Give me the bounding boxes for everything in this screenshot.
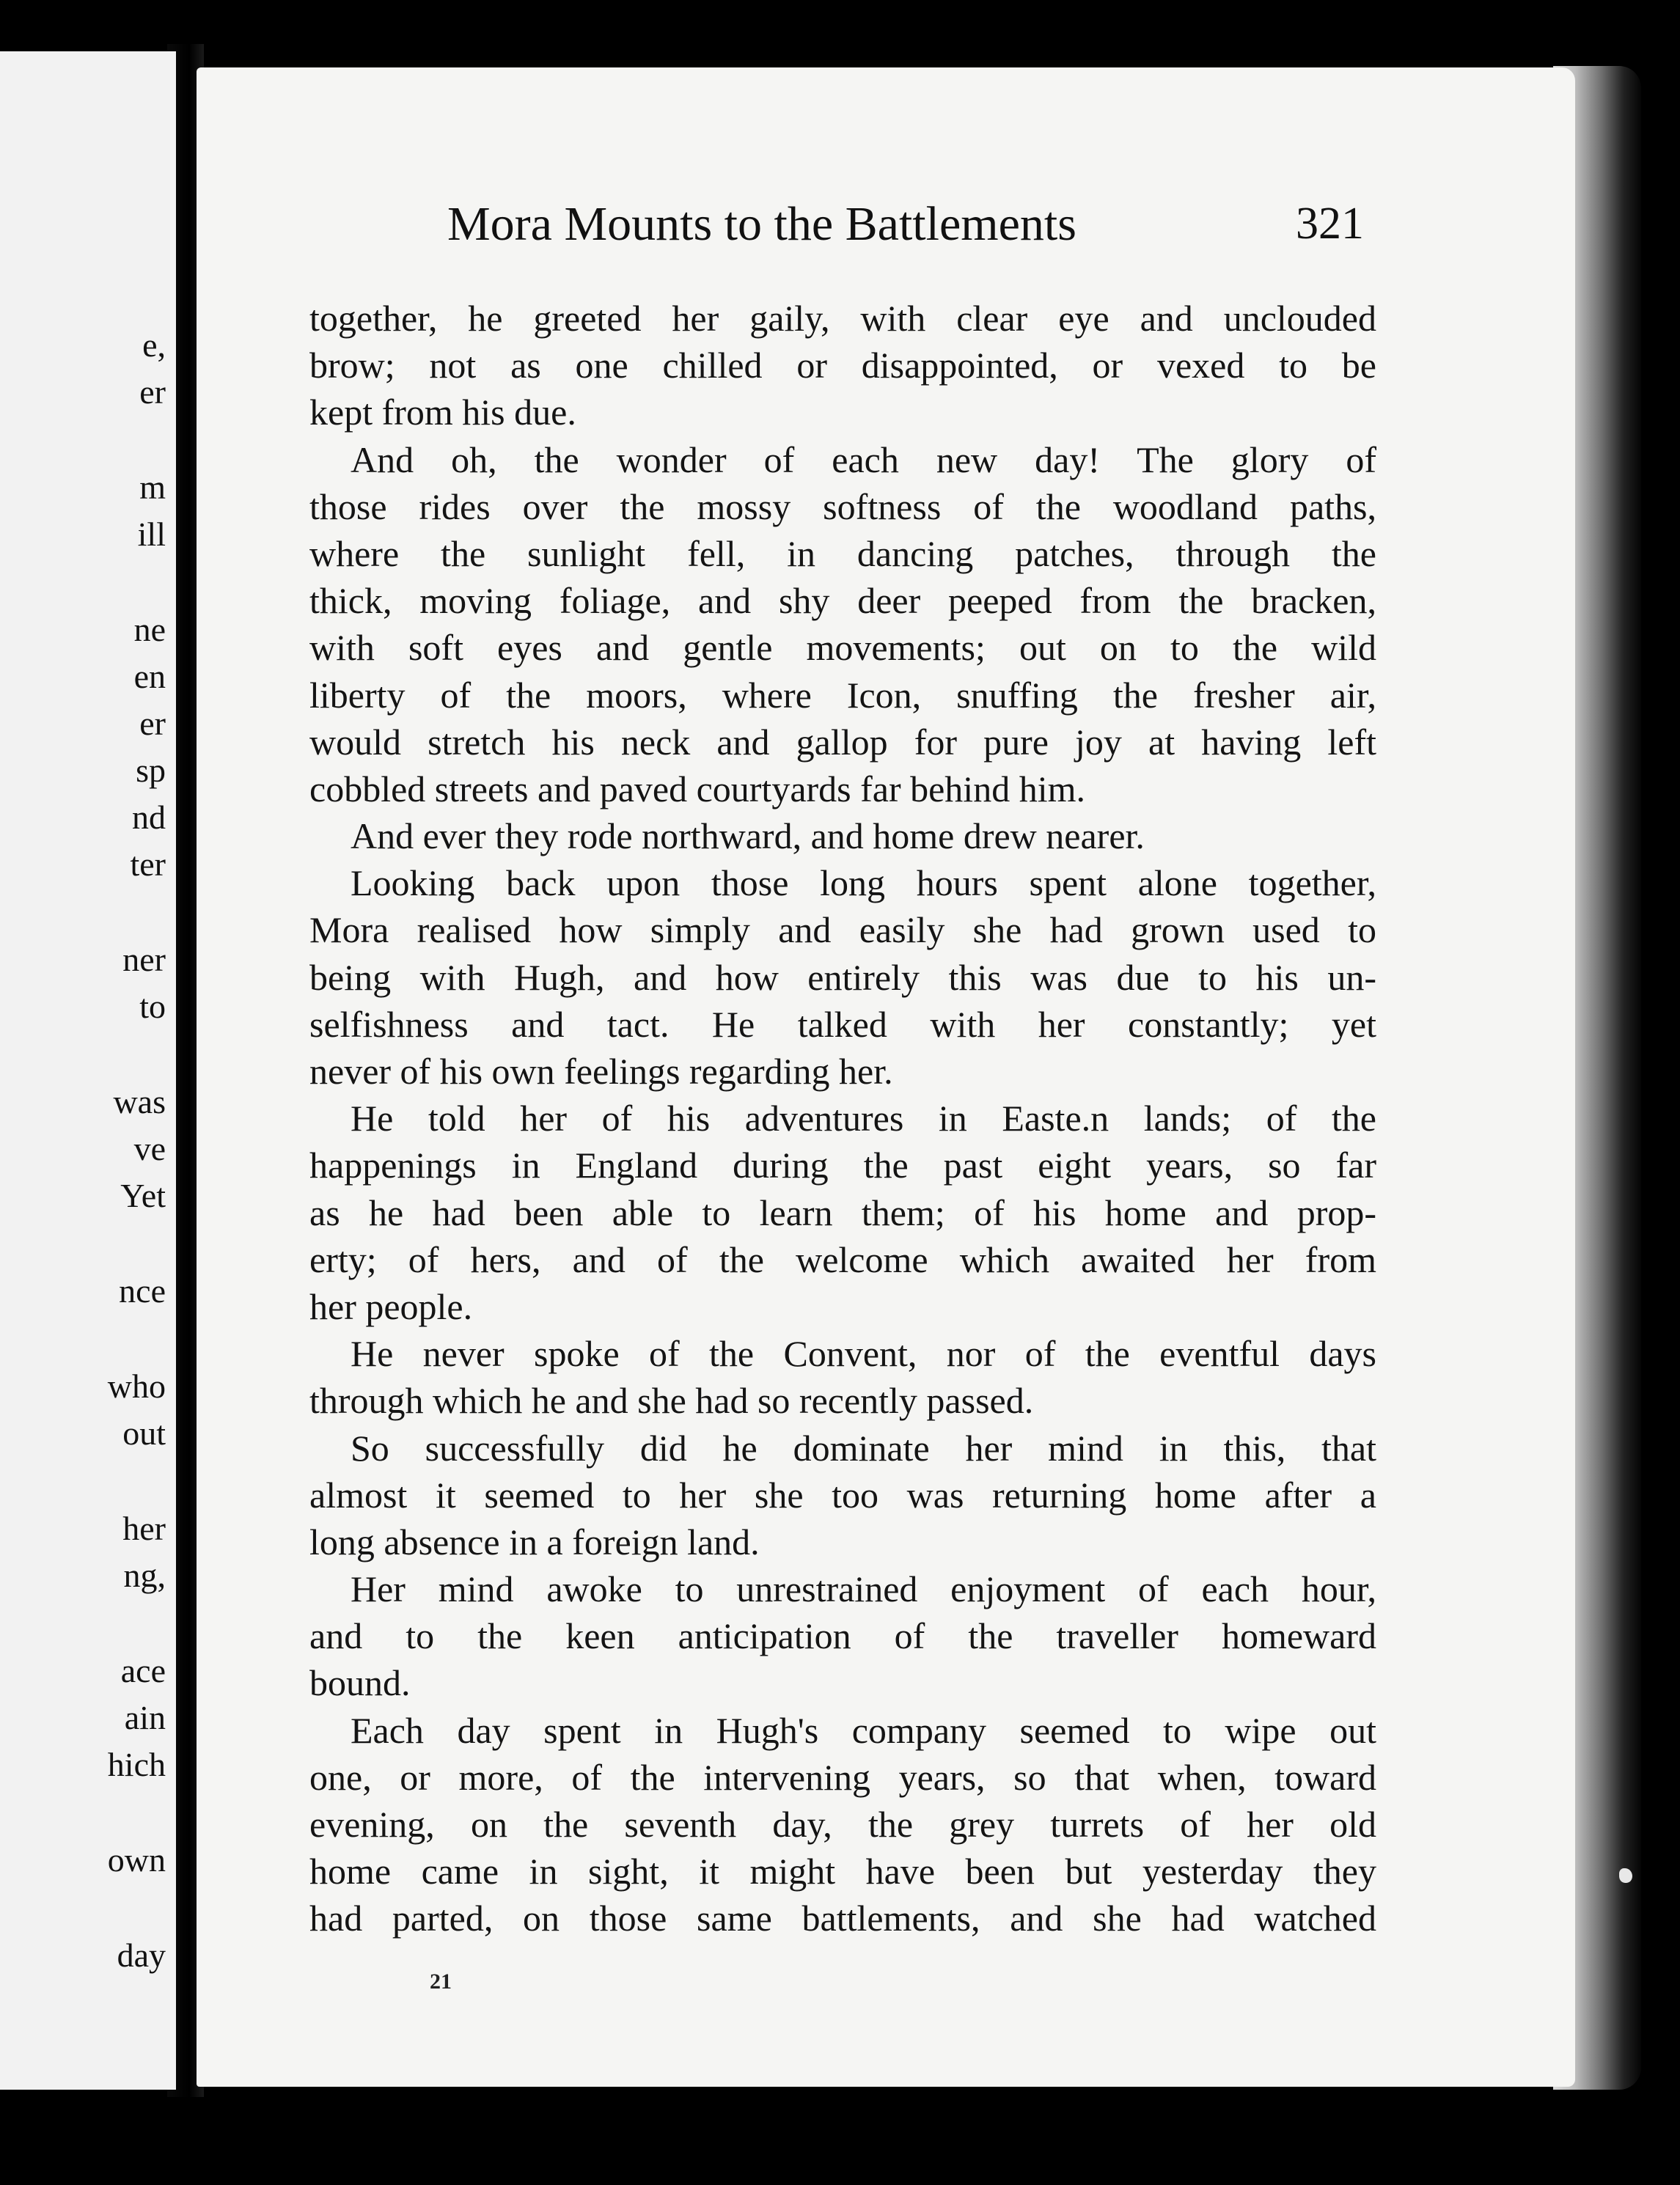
facing-page-fragment: ace xyxy=(120,1652,166,1689)
text-line: home came in sight, it might have been but yesterday they xyxy=(309,1851,1376,1892)
facing-page-fragment: er xyxy=(139,705,166,742)
running-head xyxy=(447,197,1364,255)
text-line: had parted, on those same battlements, and she had watched xyxy=(309,1898,1376,1939)
text-line: those rides over the mossy softness of the woodland paths, xyxy=(309,485,1376,527)
dust-speck xyxy=(1619,1868,1632,1883)
text-line: would stretch his neck and gallop for pure joy at having left xyxy=(309,721,1376,763)
facing-page-fragment: her xyxy=(122,1510,166,1547)
text-line: selfishness and tact. He talked with her constantly; yet xyxy=(309,1003,1376,1045)
text-line: He never spoke of the Convent, nor of the eventful days xyxy=(351,1333,1376,1375)
facing-page-fragment: own xyxy=(107,1841,166,1879)
text-line: liberty of the moors, where Icon, snuffing the fresher air, xyxy=(309,674,1376,716)
facing-page-fragment: ner xyxy=(122,941,166,978)
facing-page-fragment: who xyxy=(107,1367,166,1405)
chapter-title: Mora Mounts to the Battlements xyxy=(447,197,1076,251)
text-line: where the sunlight fell, in dancing patches, through the xyxy=(309,532,1376,574)
facing-page-fragment: e, xyxy=(142,326,166,364)
text-line: being with Hugh, and how entirely this was due to his un- xyxy=(309,956,1376,998)
text-line: as he had been able to learn them; of his home and prop- xyxy=(309,1191,1376,1233)
text-line: He told her of his adventures in Easte.n lands; of the xyxy=(351,1098,1376,1139)
text-line: almost it seemed to her she too was returning home after a xyxy=(309,1474,1376,1516)
page-number: 321 xyxy=(1296,199,1364,249)
facing-page-fragment: was xyxy=(113,1083,166,1120)
text-line: Mora realised how simply and easily she had grown used to xyxy=(309,909,1376,951)
text-line: So successfully did he dominate her mind in this, that xyxy=(351,1427,1376,1469)
signature-mark: 21 xyxy=(430,1969,452,1994)
text-line: long absence in a foreign land. xyxy=(309,1521,760,1562)
facing-page-fragment: out xyxy=(122,1414,166,1452)
text-line: with soft eyes and gentle movements; out on to the wild xyxy=(309,627,1376,669)
facing-page-fragment: sp xyxy=(136,752,166,789)
text-line: evening, on the seventh day, the grey turrets of her old xyxy=(309,1804,1376,1845)
text-line: Her mind awoke to unrestrained enjoyment of each hour, xyxy=(351,1568,1376,1610)
facing-page-fragment: ve xyxy=(133,1130,166,1167)
text-line: brow; not as one chilled or disappointed, or vexed to be xyxy=(309,345,1376,386)
text-line: one, or more, of the intervening years, so that when, toward xyxy=(309,1756,1376,1798)
facing-page xyxy=(0,51,176,2090)
facing-page-fragment: ng, xyxy=(123,1557,166,1594)
text-line: And oh, the wonder of each new day! The glory of xyxy=(351,438,1376,480)
text-line: Looking back upon those long hours spent alone together, xyxy=(351,862,1376,904)
text-line: Each day spent in Hugh's company seemed to wipe out xyxy=(351,1709,1376,1751)
facing-page-fragment: m xyxy=(139,469,166,506)
facing-page-fragment: day xyxy=(117,1936,166,1974)
facing-page-fragment: ne xyxy=(133,611,166,648)
text-line: happenings in England during the past eight years, so far xyxy=(309,1145,1376,1186)
facing-page-fragment: to xyxy=(139,988,166,1025)
facing-page-fragment: ter xyxy=(130,845,166,883)
facing-page-fragment: en xyxy=(133,658,166,695)
facing-page-fragment: hich xyxy=(107,1746,166,1783)
text-line: kept from his due. xyxy=(309,392,576,433)
text-line: And ever they rode northward, and home drew nearer. xyxy=(351,815,1145,857)
text-line: cobbled streets and paved courtyards far behind him. xyxy=(309,768,1085,809)
text-line: thick, moving foliage, and shy deer peeped from the bracken, xyxy=(309,580,1376,622)
facing-page-fragment: nd xyxy=(132,798,166,836)
text-line: through which he and she had so recently passed. xyxy=(309,1380,1034,1422)
text-line: her people. xyxy=(309,1285,473,1327)
facing-page-fragment: ill xyxy=(137,515,166,553)
text-line: erty; of hers, and of the welcome which awaited her from xyxy=(309,1238,1376,1280)
facing-page-fragment: ain xyxy=(124,1699,166,1736)
text-line: and to the keen anticipation of the traveller homeward xyxy=(309,1615,1376,1657)
facing-page-fragment: Yet xyxy=(120,1177,166,1214)
text-line: bound. xyxy=(309,1662,411,1704)
body-text xyxy=(309,295,1376,1942)
text-line: never of his own feelings regarding her. xyxy=(309,1051,893,1092)
facing-page-fragment: er xyxy=(139,373,166,411)
text-line: together, he greeted her gaily, with clear eye and unclouded xyxy=(309,298,1376,339)
facing-page-fragment: nce xyxy=(119,1272,166,1310)
